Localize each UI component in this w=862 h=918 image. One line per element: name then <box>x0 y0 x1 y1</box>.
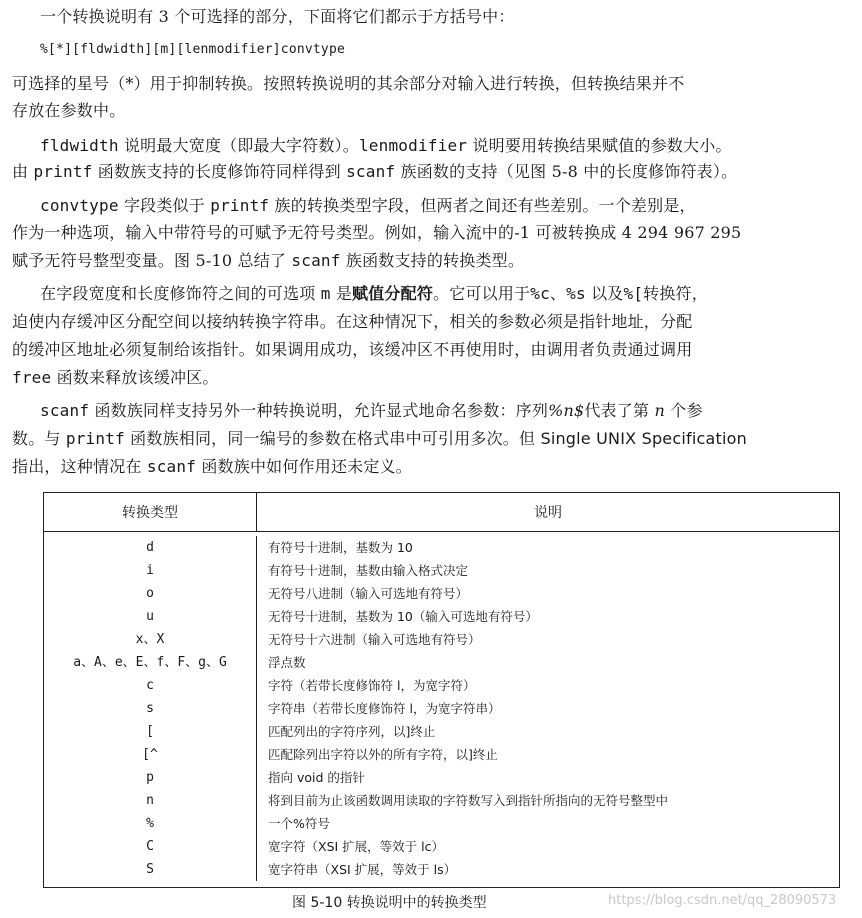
paragraph-line: 在字段宽度和长度修饰符之间的可选项 m 是赋值分配符。它可以用于%c、%s 以及%[转换符， <box>40 284 708 303</box>
paragraph-line: 赋予无符号整型变量。图 5-10 总结了 scanf 族函数支持的转换类型。 <box>12 251 525 270</box>
paragraph-line: 存放在参数中。 <box>12 101 126 120</box>
table-cell-description: 浮点数 <box>268 655 306 670</box>
table-cell-type: [ <box>146 724 154 739</box>
table-cell-type: [^ <box>142 747 158 762</box>
table-cell-description: 匹配列出的字符序列，以]终止 <box>268 724 436 739</box>
paragraph-line: 一个转换说明有 3 个可选择的部分，下面将它们都示于方括号中： <box>40 7 515 26</box>
table-cell-description: 有符号十进制，基数为 10 <box>268 540 413 555</box>
table-cell-description: 匹配除列出字符以外的所有字符，以]终止 <box>268 747 498 762</box>
table-cell-type: n <box>146 793 154 808</box>
table-cell-type: % <box>146 816 154 831</box>
table-cell-type: s <box>146 701 154 716</box>
paragraph-line: fldwidth 说明最大宽度（即最大字符数）。lenmodifier 说明要用转换结果赋值的参数大小。 <box>40 136 732 155</box>
table-cell-type: d <box>146 540 154 555</box>
paragraph-line: 由 printf 函数族支持的长度修饰符同样得到 scanf 族函数的支持（见图 5-8 中的长度修饰符表）。 <box>12 162 738 181</box>
table-cell-type: o <box>146 586 154 601</box>
table-header <box>44 493 839 532</box>
table-cell-description: 字符串（若带长度修饰符 l，为宽字符串） <box>268 701 501 716</box>
table-body <box>44 532 839 887</box>
description-column <box>257 536 839 881</box>
table-cell-type: i <box>146 563 154 578</box>
paragraph-line: 迫使内存缓冲区分配空间以接纳转换字符串。在这种情况下，相关的参数必须是指针地址，分配 <box>12 312 693 331</box>
header-conversion-type: 转换类型 <box>44 493 257 531</box>
table-cell-type: p <box>146 770 154 785</box>
conversion-type-table <box>43 492 840 888</box>
paragraph-line: scanf 函数族同样支持另外一种转换说明，允许显式地命名参数：序列%n$代表了第 n 个参 <box>40 401 703 420</box>
header-description: 说明 <box>534 505 562 521</box>
watermark: https://blog.csdn.net/qq_28090573 <box>608 893 837 908</box>
paragraph-line: 指出，这种情况在 scanf 函数族中如何作用还未定义。 <box>12 457 412 476</box>
table-cell-type: x、X <box>135 632 165 647</box>
table-cell-description: 无符号八进制（输入可选地有符号） <box>268 586 469 601</box>
figure-caption: 图 5-10 转换说明中的转换类型 <box>292 895 487 911</box>
paragraph-line: 的缓冲区地址必须复制给该指针。如果调用成功，该缓冲区不再使用时，由调用者负责通过调用 <box>12 340 693 359</box>
table-cell-description: 有符号十进制，基数由输入格式决定 <box>268 563 469 578</box>
table-cell-type: c <box>146 678 154 693</box>
code-line: %[*][fldwidth][m][lenmodifier]convtype <box>40 42 346 57</box>
paragraph-line: 作为一种选项，输入中带符号的可赋予无符号类型。例如，输入流中的-1 可被转换成 4 294 967 295 <box>12 223 742 242</box>
conversion-type-column <box>44 536 257 881</box>
table-cell-description: 宽字符（XSI 扩展，等效于 lc） <box>268 839 444 854</box>
paragraph-line: free 函数来释放该缓冲区。 <box>12 368 219 387</box>
paragraph-line: 数。与 printf 函数族相同，同一编号的参数在格式串中可引用多次。但 Single UNIX Specification <box>12 429 747 448</box>
table-cell-description: 将到目前为止该函数调用读取的字符数写入到指针所指向的无符号整型中 <box>268 793 669 808</box>
table-cell-type: C <box>146 839 154 854</box>
table-cell-description: 指向 void 的指针 <box>268 770 365 785</box>
table-cell-description: 无符号十进制，基数为 10（输入可选地有符号） <box>268 609 538 624</box>
table-cell-type: u <box>146 609 154 624</box>
paragraph-line: 可选择的星号（*）用于抑制转换。按照转换说明的其余部分对输入进行转换，但转换结果并不 <box>12 74 685 93</box>
table-cell-description: 无符号十六进制（输入可选地有符号） <box>268 632 481 647</box>
table-cell-type: a、A、e、E、f、F、g、G <box>73 655 227 670</box>
table-cell-description: 宽字符串（XSI 扩展，等效于 ls） <box>268 862 457 877</box>
table-cell-type: S <box>146 862 154 877</box>
table-cell-description: 字符（若带长度修饰符 l，为宽字符） <box>268 678 476 693</box>
paragraph-line: convtype 字段类似于 printf 族的转换类型字段，但两者之间还有些差别。一个差别是， <box>40 196 696 215</box>
table-cell-description: 一个%符号 <box>268 816 330 831</box>
